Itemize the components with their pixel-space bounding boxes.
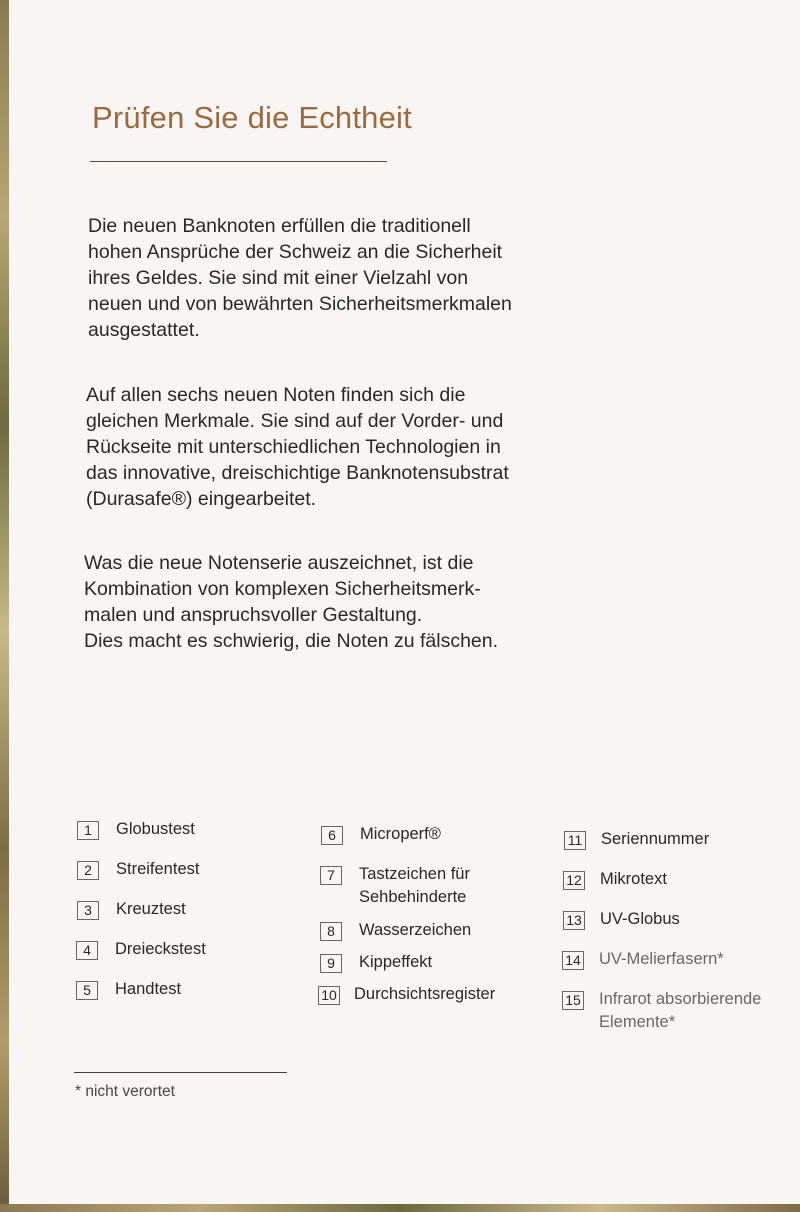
- paragraph-line: ausgestattet.: [88, 319, 200, 341]
- paragraph-line: ihres Geldes. Sie sind mit einer Vielzahl von: [88, 267, 469, 289]
- legend-label: [359, 863, 470, 909]
- paragraph-line: neuen und von bewährten Sicherheitsmerkmalen: [88, 293, 512, 315]
- legend-number: 7: [320, 866, 342, 885]
- legend-label-line: Seriennummer: [601, 830, 710, 848]
- legend-item-streifentest: [77, 861, 199, 881]
- legend-number: 11: [564, 831, 586, 850]
- paragraph-line: Kombination von komplexen Sicherheitsmerk-: [84, 578, 481, 600]
- legend-label-line: Mikrotext: [600, 870, 667, 888]
- legend-item-kippeffekt: [320, 954, 432, 974]
- legend-label-line: Tastzeichen für: [359, 865, 470, 883]
- banknote-edge-left: [0, 0, 9, 1212]
- legend-label: [116, 898, 186, 921]
- legend-label-line: Streifentest: [116, 860, 200, 878]
- legend-label-line: Globustest: [116, 820, 195, 838]
- legend-label: [360, 823, 441, 846]
- paragraph-line: das innovative, dreischichtige Banknotensubstrat: [86, 462, 509, 484]
- legend-label-line: Sehbehinderte: [359, 888, 467, 906]
- title-divider: [90, 161, 387, 162]
- legend-label: [359, 951, 432, 974]
- paragraph-line: malen und anspruchsvoller Gestaltung.: [84, 604, 423, 626]
- legend-number: 1: [77, 821, 99, 840]
- legend-label: [116, 818, 195, 841]
- banknote-edge-bottom: [0, 1204, 800, 1212]
- legend-number: 8: [320, 922, 342, 941]
- legend-label-line: UV-Globus: [600, 910, 680, 928]
- legend-number: 13: [563, 911, 585, 930]
- legend-number: 15: [562, 991, 584, 1010]
- legend-number: 10: [318, 986, 340, 1005]
- paragraph-features: [86, 382, 556, 512]
- legend-label: [600, 868, 667, 891]
- legend-item-handtest: [76, 981, 181, 1001]
- legend-item-dreieckstest: [76, 941, 206, 961]
- legend-item-kreuztest: [77, 901, 186, 921]
- legend-label-line: UV-Melierfasern*: [599, 950, 724, 968]
- legend-item-tastzeichen: [320, 866, 470, 909]
- legend-label: [115, 938, 206, 961]
- paragraph-series: [84, 550, 554, 654]
- legend-number: 2: [77, 861, 99, 880]
- legend-label: [601, 828, 709, 851]
- legend-label-line: Handtest: [115, 980, 182, 998]
- legend-item-microperf: [321, 826, 441, 846]
- legend-item-infrarot: [562, 991, 761, 1034]
- legend-number: 4: [76, 941, 98, 960]
- paragraph-line: Auf allen sechs neuen Noten finden sich die: [86, 384, 466, 406]
- legend-label: [599, 948, 724, 971]
- legend-item-uv-globus: [563, 911, 680, 931]
- legend-number: 9: [320, 954, 342, 973]
- paragraph-line: Dies macht es schwierig, die Noten zu fälschen.: [84, 630, 499, 652]
- paragraph-line: Die neuen Banknoten erfüllen die traditionell: [88, 215, 471, 237]
- paragraph-line: (Durasafe®) eingearbeitet.: [86, 488, 317, 510]
- legend-item-uv-melierfasern: [562, 951, 724, 971]
- footnote-divider: [74, 1072, 287, 1073]
- legend-label-line: Microperf®: [360, 825, 441, 843]
- legend-item-seriennummer: [564, 831, 709, 851]
- legend-label: [115, 978, 181, 1001]
- legend-label-line: Elemente*: [599, 1013, 676, 1031]
- legend-item-durchsichtsregister: [318, 986, 495, 1006]
- legend-number: 3: [77, 901, 99, 920]
- legend-number: 14: [562, 951, 584, 970]
- paragraph-line: hohen Ansprüche der Schweiz an die Sicherheit: [88, 241, 503, 263]
- legend-label: [354, 983, 495, 1006]
- page-title: Prüfen Sie die Echtheit: [92, 100, 412, 135]
- paragraph-line: gleichen Merkmale. Sie sind auf der Vorder- und: [86, 410, 504, 432]
- footnote: * nicht verortet: [75, 1083, 175, 1100]
- legend-label-line: Wasserzeichen: [359, 921, 472, 939]
- legend-label: [600, 908, 680, 931]
- legend-number: 6: [321, 826, 343, 845]
- legend-label-line: Durchsichtsregister: [354, 985, 496, 1003]
- legend-number: 5: [76, 981, 98, 1000]
- legend-label-line: Dreieckstest: [115, 940, 206, 958]
- paragraph-intro: [88, 213, 558, 343]
- legend-item-mikrotext: [563, 871, 667, 891]
- paragraph-line: Rückseite mit unterschiedlichen Technologien in: [86, 436, 501, 458]
- legend-label-line: Kreuztest: [116, 900, 186, 918]
- legend-label-line: Kippeffekt: [359, 953, 433, 971]
- legend-item-globustest: [77, 821, 195, 841]
- legend-label: [359, 919, 471, 942]
- legend-item-wasserzeichen: [320, 922, 471, 942]
- legend-label: [599, 988, 761, 1034]
- legend-label-line: Infrarot absorbierende: [599, 990, 762, 1008]
- paragraph-line: Was die neue Notenserie auszeichnet, ist die: [84, 552, 474, 574]
- legend-number: 12: [563, 871, 585, 890]
- legend-label: [116, 858, 199, 881]
